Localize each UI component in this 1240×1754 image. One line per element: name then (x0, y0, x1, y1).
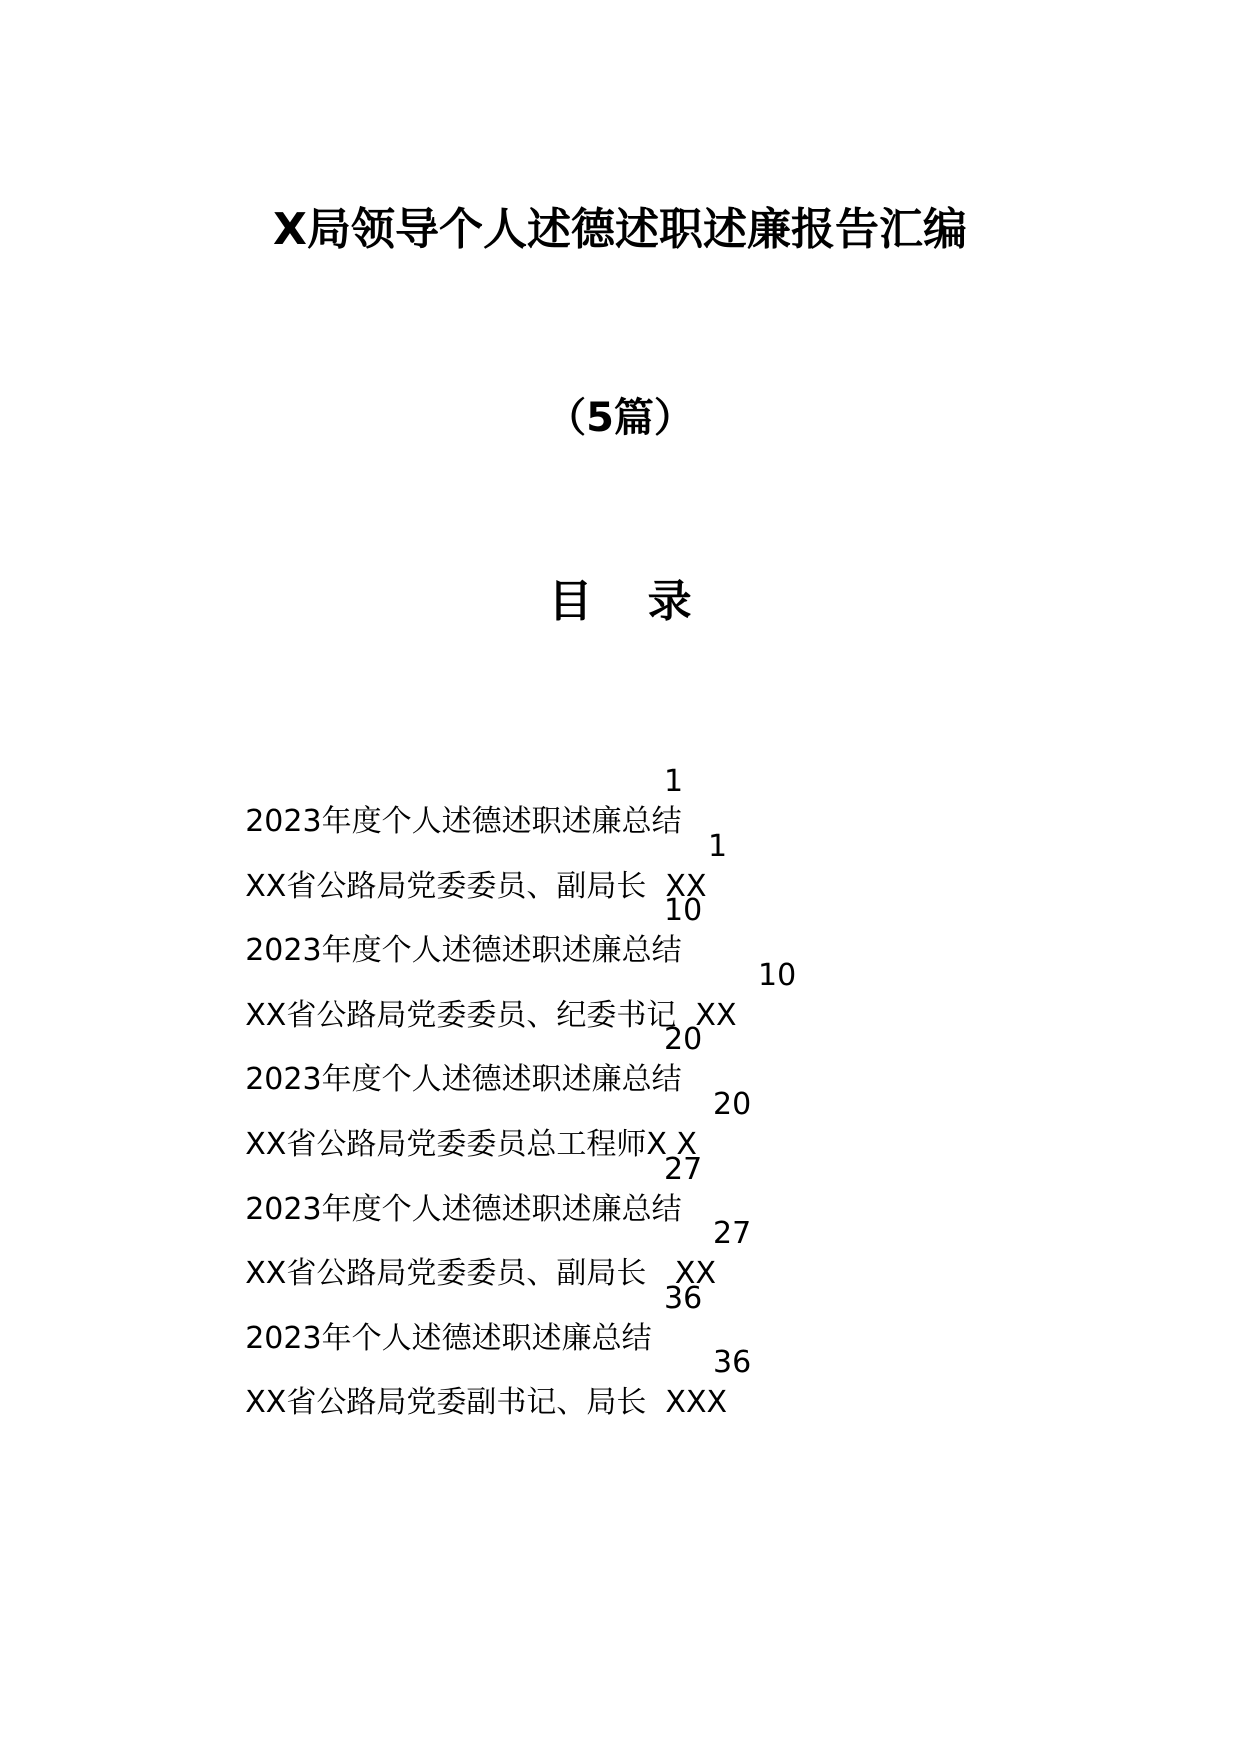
toc-entry-title: 2023年度个人述德述职述廉总结 (245, 933, 682, 969)
toc-entry-page: 36 (664, 1280, 703, 1316)
toc-entry[interactable] (188, 1020, 737, 1098)
document-subtitle: （5篇） (546, 395, 694, 441)
toc-entry-title: XX省公路局党委委员、副局长 XX (245, 1256, 717, 1292)
toc-entry-page: 10 (664, 893, 703, 929)
toc-entry-page: 1 (664, 764, 684, 799)
toc-entry[interactable] (188, 1085, 752, 1162)
toc-entry[interactable] (188, 1343, 752, 1421)
toc-entry-title: 2023年度个人述德述职述廉总结 (245, 804, 682, 839)
toc-entry-page: 10 (758, 957, 797, 993)
toc-entry[interactable] (188, 827, 737, 904)
toc-entry-title: XX省公路局党委委员总工程师X X (245, 1126, 697, 1162)
toc-entry-page: 36 (713, 1345, 752, 1381)
toc-heading: 目 录 (548, 576, 712, 627)
table-of-contents (188, 762, 797, 1421)
toc-entry-page: 27 (713, 1216, 752, 1252)
toc-entry[interactable] (188, 1214, 752, 1292)
toc-entry[interactable] (188, 956, 797, 1033)
document-title: X局领导个人述德述职述廉报告汇编 (273, 204, 967, 255)
toc-entry-page: 20 (664, 1022, 703, 1058)
toc-entry-page: 27 (664, 1151, 703, 1187)
toc-entry[interactable] (188, 1150, 737, 1227)
toc-entry[interactable] (188, 891, 737, 969)
toc-entry[interactable] (188, 1279, 737, 1356)
toc-entry-page: 1 (708, 828, 728, 864)
toc-entry-title: 2023年度个人述德述职述廉总结 (245, 1062, 682, 1098)
toc-entry-title: 2023年个人述德述职述廉总结 (245, 1320, 652, 1356)
toc-entry[interactable] (188, 762, 737, 839)
toc-entry-page: 20 (713, 1086, 752, 1122)
toc-entry-title: 2023年度个人述德述职述廉总结 (245, 1191, 682, 1227)
toc-entry-title: XX省公路局党委委员、副局长 XX (245, 868, 707, 904)
toc-entry-title: XX省公路局党委副书记、局长 XXX (245, 1385, 728, 1421)
toc-entry-title: XX省公路局党委委员、纪委书记 XX (245, 997, 737, 1033)
